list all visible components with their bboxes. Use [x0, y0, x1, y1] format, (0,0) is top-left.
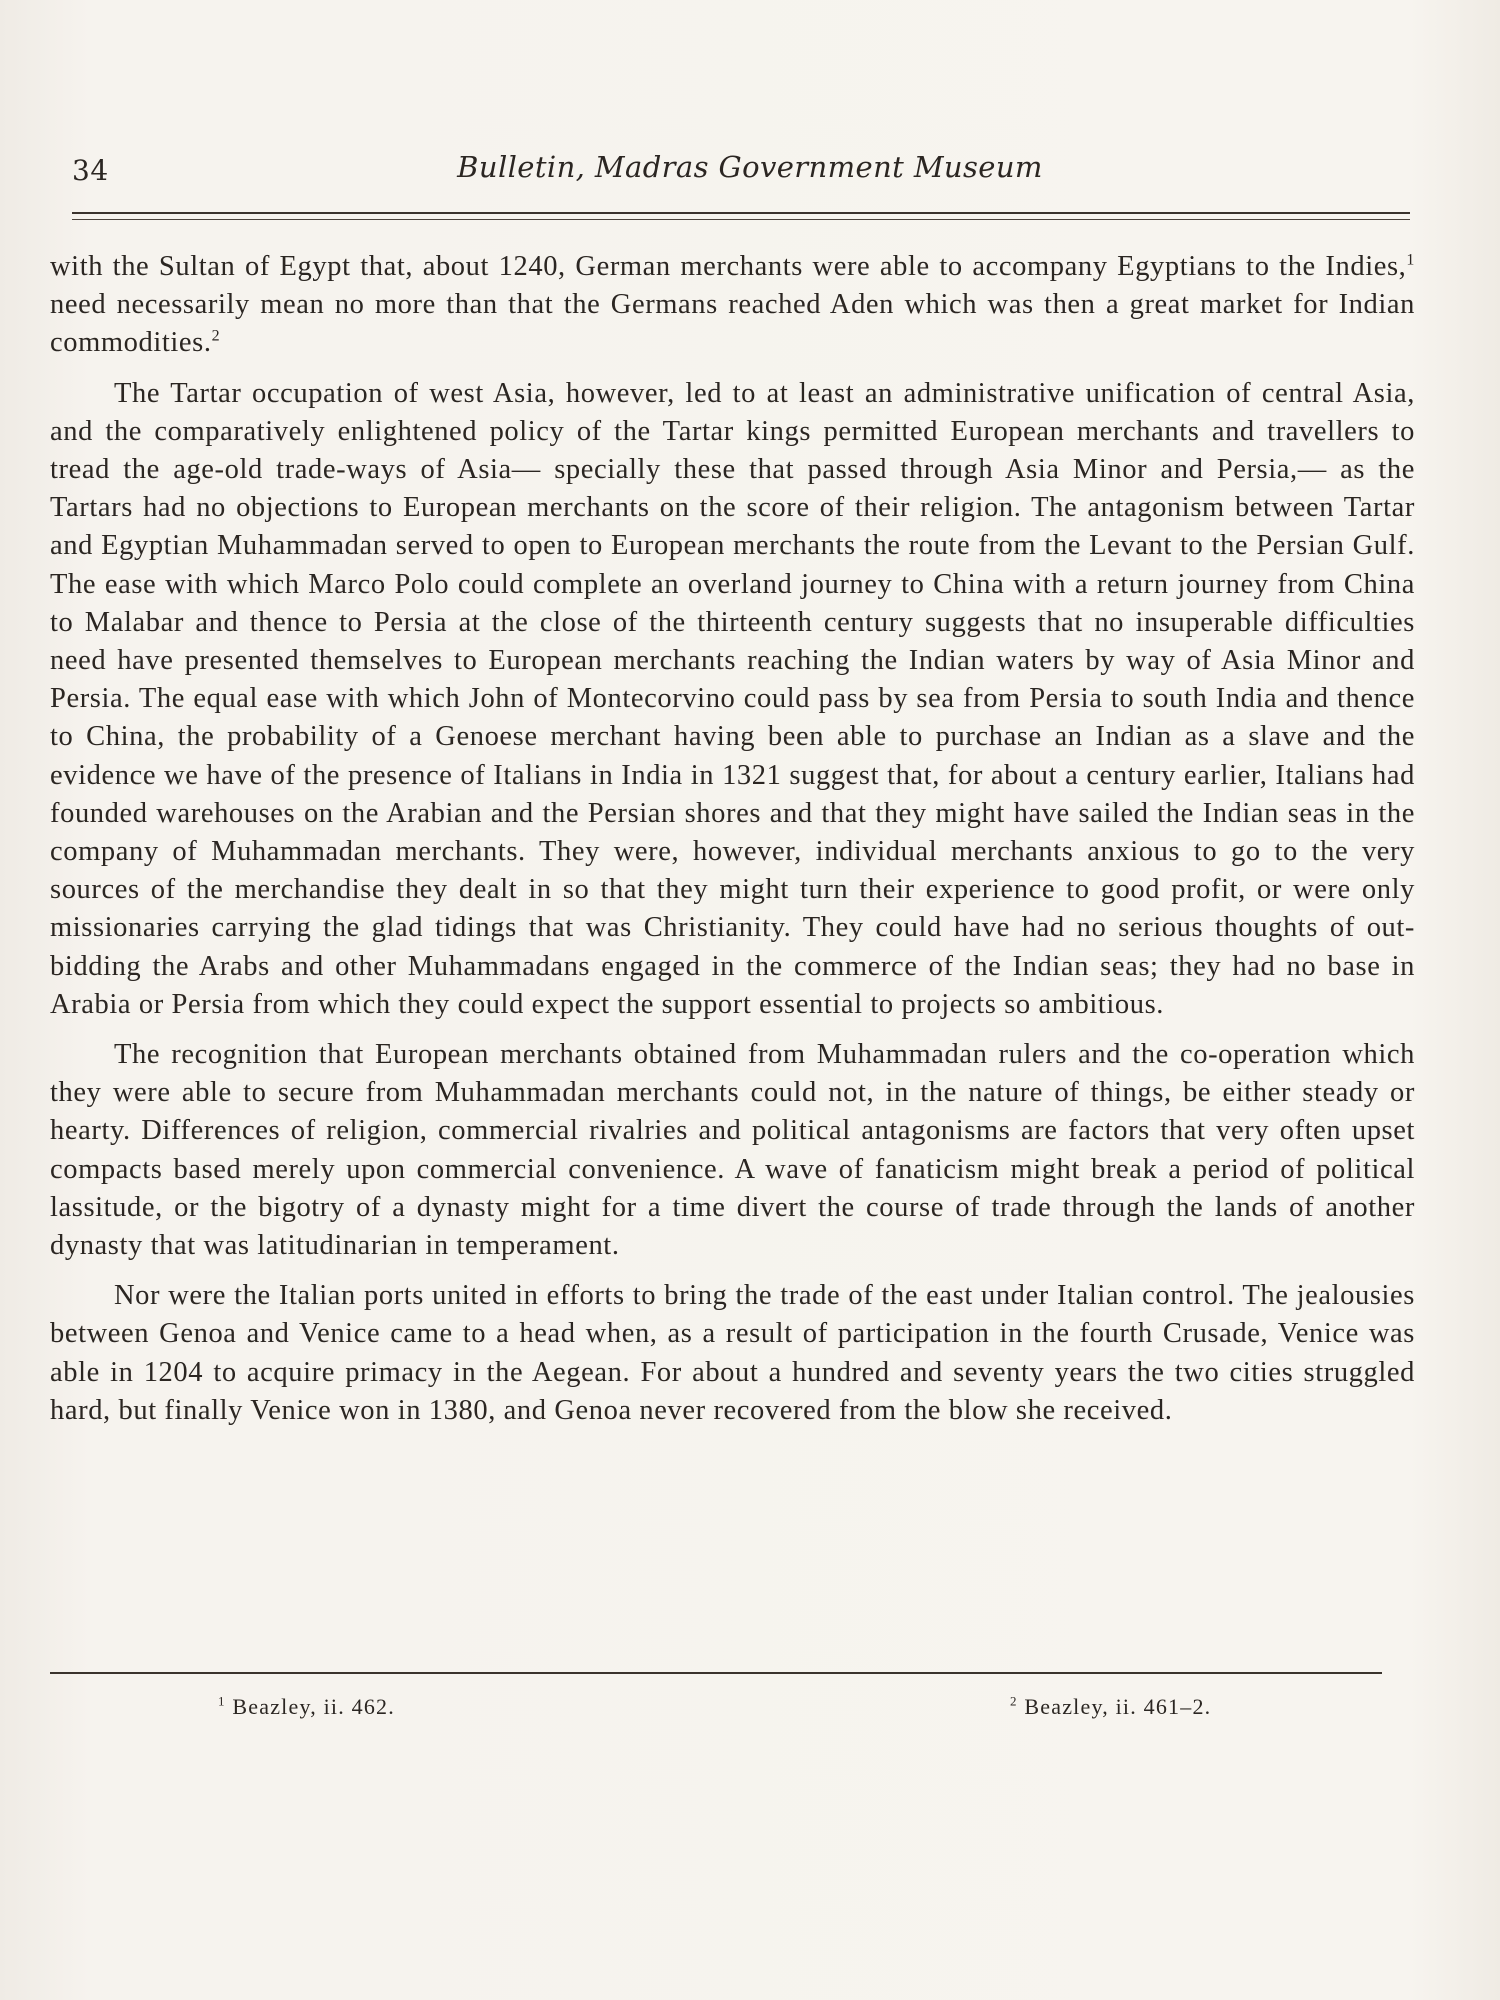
header-rule: [72, 212, 1410, 214]
paragraph-1: [50, 248, 1415, 363]
footnote-2: [1010, 1694, 1211, 1720]
header-rule-secondary: [72, 219, 1410, 220]
paragraph-2: [50, 375, 1415, 1024]
paragraph-3-text: The recognition that European merchants obtained from Muhammadan rulers and the co-operation which they were able to secure from Muhammadan merchants could not, in the nature of things, be either steady or hearty. Differences of religion, commercial rivalries and political antagonisms are factors that very often upset compacts based merely upon commercial convenience. A wave of fanaticism might break a period of political lassitude, or the bigotry of a dynasty might for a time divert the course of trade through the lands of another dynasty that was latitudinarian in temperament.: [50, 1039, 1415, 1262]
footnote-2-text: Beazley, ii. 461–2.: [1024, 1694, 1212, 1719]
main-text: [50, 248, 1415, 1430]
footnote-1-text: Beazley, ii. 462.: [232, 1694, 395, 1719]
paragraph-4: [50, 1277, 1415, 1430]
footnote-marker-1: 1: [1406, 251, 1415, 269]
footnote-2-marker: 2: [1010, 1693, 1018, 1709]
paragraph-1-text: with the Sultan of Egypt that, about 1240, German merchants were able to accompany Egyptians to the Indies,: [50, 251, 1407, 282]
page-number: 34: [72, 154, 109, 187]
paragraph-4-text: Nor were the Italian ports united in efforts to bring the trade of the east under Italian control. The jealousies between Genoa and Venice came to a head when, as a result of participation in the fourth Crusade, Venice was able in 1204 to acquire primacy in the Aegean. For about a hundred and seventy years the two cities struggled hard, but finally Venice won in 1380, and Genoa never recovered from the blow she received.: [50, 1280, 1415, 1426]
footnote-marker-2: 2: [211, 327, 221, 345]
footnote-rule: [50, 1672, 1382, 1674]
footnote-1: [218, 1694, 395, 1720]
running-title: Bulletin, Madras Government Museum: [457, 150, 1043, 184]
paragraph-3: [50, 1036, 1415, 1265]
paragraph-2-text: The Tartar occupation of west Asia, however, led to at least an administrative unification of central Asia, and the comparatively enlightened policy of the Tartar kings permitted European merchants and travellers to tread the age-old trade-ways of Asia— specially these that passed through Asia Minor and Persia,— as the Tartars had no objections to European merchants on the score of their religion. The antagonism between Tartar and Egyptian Muhammadan served to open to European merchants the route from the Levant to the Persian Gulf. The ease with which Marco Polo could complete an overland journey to China with a return journey from China to Malabar and thence to Persia at the close of the thirteenth century suggests that no insuperable difficulties need have presented themselves to European merchants reaching the Indian waters by way of Asia Minor and Persia. The equal ease with which John of Montecorvino could pass by sea from Persia to south India and thence to China, the probability of a Genoese merchant having been able to purchase an Indian as a slave and the evidence we have of the presence of Italians in India in 1321 suggest that, for about a century earlier, Italians had founded warehouses on the Arabian and the Persian shores and that they might have sailed the Indian seas in the company of Muhammadan merchants. They were, however, individual merchants anxious to go to the very sources of the merchandise they dealt in so that they might turn their experience to good profit, or were only missionaries carrying the glad tidings that was Christianity. They could have had no serious thoughts of out-bidding the Arabs and other Muhammadans engaged in the commerce of the Indian seas; they had no base in Arabia or Persia from which they could expect the support essential to projects so ambitious.: [50, 377, 1415, 1020]
footnote-1-marker: 1: [218, 1693, 226, 1709]
paragraph-1-text-cont: need necessarily mean no more than that the Germans reached Aden which was then a great market for Indian commodities.: [50, 289, 1415, 359]
